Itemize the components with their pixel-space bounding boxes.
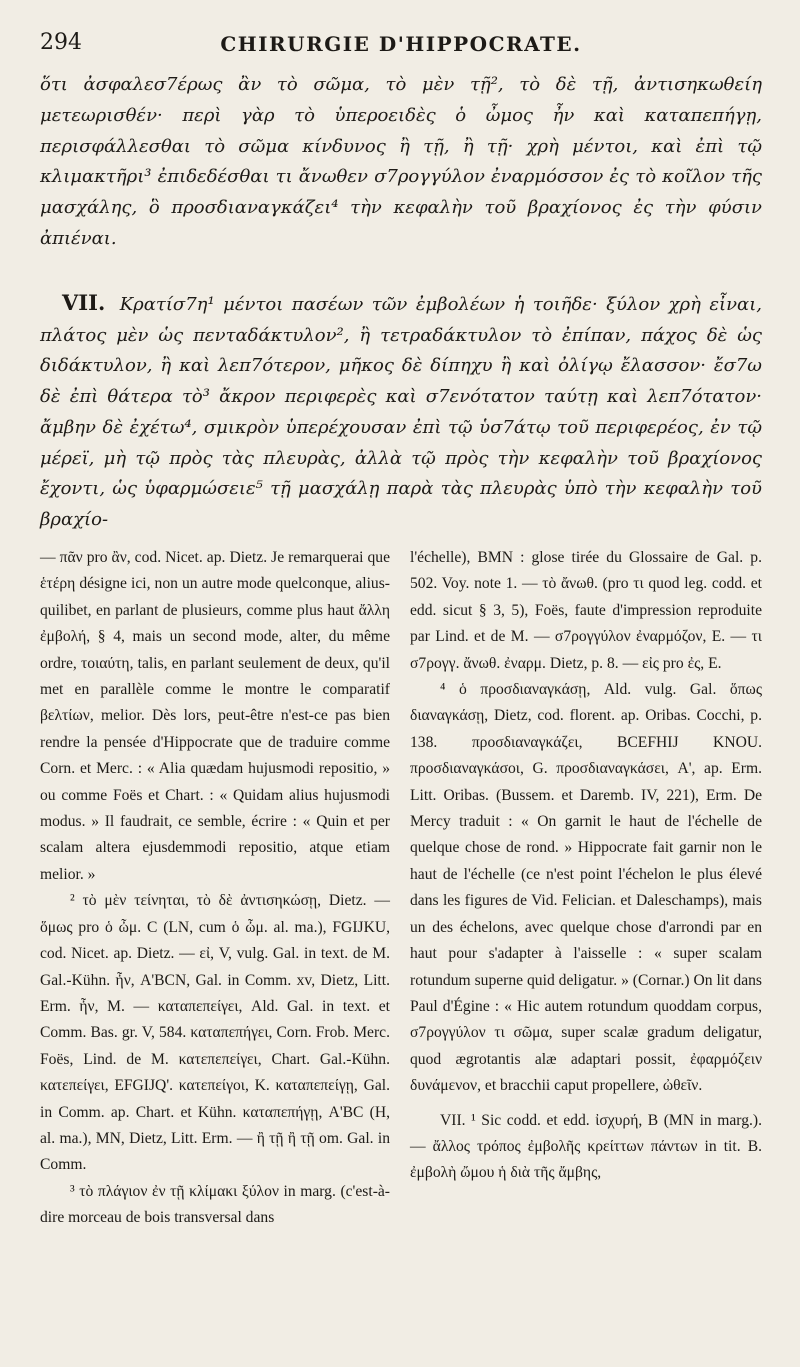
section-7	[40, 288, 762, 536]
note-paragraph: ³ τὸ πλάγιον ἐν τῇ κλίμακι ξύλον in marg. (c'est-à-dire morceau de bois transversal dans	[40, 1182, 390, 1227]
page-header	[40, 30, 762, 62]
notes-left-column	[40, 545, 390, 1232]
section-number: VII.	[62, 290, 106, 315]
note-paragraph: VII. ¹ Sic codd. et edd. ἰσχυρή, B (MN in marg.). — ἄλλος τρόπος ἐμβολῆς κρείττων πάντων in tit. B. ἐμβολὴ ὤμου ἡ διὰ τῆς ἄμβης,	[410, 1111, 762, 1182]
greek-text-block	[40, 70, 762, 255]
note-paragraph: ⁴ ὁ προσδιαναγκάσῃ, Ald. vulg. Gal. ὅπως διαναγκάσῃ, Dietz, cod. florent. ap. Oribas. Cocchi, p. 138. προσδιαναγκάζει, BCEFHIJ KNOU. προσδιαναγκάσοι, G. προσδιαναγκάσει, A', ap. Erm. Litt. Oribas. (Bussem. et Daremb. IV, 221), Erm. De Mercy traduit : « On garnit le haut de l'échelle de quelque chose de rond. » Hippocrate fait garnir non le haut de l'échelle (ce n'est point l'échelon le plus élevé dans les figures de Vid. Felician. et Daleschamps), mais un des échelons, avec quelque chose d'arrondi par en haut pour s'adapter à l'aisselle : « super scalam rotundum superne quid deligatur. » (Cornar.) On lit dans Paul d'Égine : « Hic autem rotundum quoddam corpus, σ7ρογγύλον τι σῶμα, super scalæ gradum deligatur, quod ægrotantis alæ adaptari possit, ἐφαρμόζειν δυνάμενον, et bracchii caput propellere, ὠθεῖν.	[410, 681, 762, 1095]
page-number: 294	[40, 30, 82, 55]
running-title: CHIRURGIE D'HIPPOCRATE.	[220, 32, 582, 56]
note-paragraph: ² τὸ μὲν τείνηται, τὸ δὲ ἀντισηκώσῃ, Dietz. — ὅμως pro ὁ ὦμ. C (LN, cum ὁ ὦμ. al. ma.), FGIJKU, cod. Nicet. ap. Dietz. — εἰ, V, vulg. Gal. in text. de M. Gal.-Kühn. ἦν, A'BCN, Gal. in Comm. xv, Dietz, Litt. Erm. ἦν, M. — καταπεπείγει, Ald. Gal. in text. et Comm. Bas. gr. V, 584. καταπεπήγει, Corn. Frob. Merc. Foës, Lind. de M. κατεπεπείγει, Chart. Gal.-Kühn. κατεπείγει, EFGIJQ'. κατεπείγοι, K. καταπεπείγῃ, Gal. in Comm. ap. Chart. et Kühn. καταπεπήγῃ, A'BC (H, al. ma.), MN, Dietz, Litt. Erm. — ἢ τῇ ἢ τῇ om. Gal. in Comm.	[40, 892, 390, 1174]
note-paragraph: l'échelle), BMN : glose tirée du Glossaire de Gal. p. 502. Voy. note 1. — τὸ ἄνωθ. (pro τι quod leg. codd. et edd. sicut § 3, 5), Foës, faute d'impression reproduite par Lind. et de M. — σ7ρογγύλον ἐναρμόζον, E. — τι σ7ρογγ. ἄνωθ. ἐναρμ. Dietz, p. 8. — εἰς pro ἐς, E.	[410, 549, 762, 672]
note-paragraph: — πᾶν pro ἂν, cod. Nicet. ap. Dietz. Je remarquerai que ἑτέρη désigne ici, non un autre mode quelconque, alius-quilibet, en parlant de plusieurs, comme plus haut ἄλλη ἐμβολή, § 4, mais un second mode, alter, du même ordre, τοιαύτη, talis, en parlant seulement de deux, qu'il met en parallèle comme le montre le comparatif βελτίων, melior. Dès lors, peut-être n'est-ce pas bien rendre la pensée d'Hippocrate que de traduire comme Corn. et Merc. : « Alia quædam hujusmodi repositio, » ou comme Foës et Chart. : « Quidam alius hujusmodi modus. » Il faudrait, ce semble, écrire : « Quin et per scalam altera ejusdemmodi repositio, atque etiam melior. »	[40, 549, 390, 883]
greek-paragraph: ὅτι ἀσφαλεσ7έρως ἂν τὸ σῶμα, τὸ μὲν τῇ², τὸ δὲ τῇ, ἀντισηκωθείη μετεωρισθέν· περὶ γὰρ τὸ ὑπεροειδὲς ὁ ὦμος ἦν καὶ καταπεπήγῃ, περισφάλλεσθαι τὸ σῶμα κίνδυνος ἢ τῇ, ἢ τῇ· χρὴ μέντοι, καὶ ἐπὶ τῷ κλιμακτῆρι³ ἐπιδεδέσθαι τι ἄνωθεν σ7ρογγύλον ἐναρμόσσον ἐς τὸ κοῖλον τῆς μασχάλης, ὃ προσδιαναγκάζει⁴ τὴν κεφαλὴν τοῦ βραχίονος ἐς τὴν φύσιν ἀπιέναι.	[40, 74, 762, 249]
section-7-text: Κρατίσ7η¹ μέντοι πασέων τῶν ἐμβολέων ἡ τοιῆδε· ξύλον χρὴ εἶναι, πλάτος μὲν ὡς πενταδάκτυλον², ἢ τετραδάκτυλον τὸ ἐπίπαν, πάχος δὲ ὡς διδάκτυλον, ἢ καὶ λεπ7ότερον, μῆκος δὲ δίπηχυ ἢ καὶ ὀλίγῳ ἔλασσον· ἔσ7ω δὲ ἐπὶ θάτερα τὸ³ ἄκρον περιφερὲς καὶ σ7ενότατον ταύτῃ καὶ λεπ7ότατον· ἄμβην δὲ ἐχέτω⁴, σμικρὸν ὑπερέχουσαν ἐπὶ τῷ ὑσ7άτῳ τοῦ περιφερέος, ἐν τῷ μέρεϊ, μὴ τῷ πρὸς τὰς πλευρὰς, ἀλλὰ τῷ πρὸς τὴν κεφαλὴν τοῦ βραχίονος ἔχοντι, ὡς ὑφαρμώσειε⁵ τῇ μασχάλῃ παρὰ τὰς πλευρὰς ὑπὸ τὴν κεφαλὴν τοῦ βραχίο-	[40, 294, 762, 530]
notes-right-column	[410, 545, 762, 1187]
